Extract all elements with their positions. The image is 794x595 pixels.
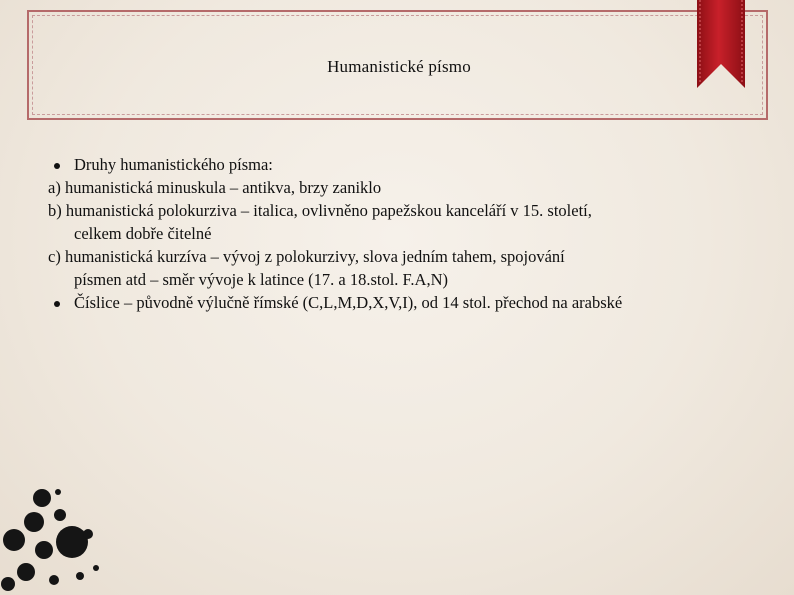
line-text: c) humanistická kurzíva – vývoj z polokurzivy, slova jedním tahem, spojování (48, 247, 565, 266)
list-item-b-continuation (48, 222, 768, 245)
bullet-item-cislice (48, 291, 768, 314)
line-text: b) humanistická polokurziva – italica, ovlivněno papežskou kanceláří v 15. století, (48, 201, 592, 220)
ink-splatter-icon (0, 480, 110, 595)
list-item-c (48, 245, 768, 268)
bullet-dot-icon (54, 163, 60, 169)
list-item-a (48, 176, 768, 199)
list-item-c-continuation (48, 268, 768, 291)
line-text: a) humanistická minuskula – antikva, brzy zaniklo (48, 178, 382, 197)
line-text: celkem dobře čitelné (74, 224, 212, 243)
bullet-dot-icon (54, 301, 60, 307)
slide-title: Humanistické písmo (327, 57, 471, 76)
list-item-b (48, 199, 768, 222)
title-frame (27, 10, 768, 120)
line-text: písmen atd – směr vývoje k latince (17. a 18.stol. F.A,N) (74, 270, 448, 289)
slide-body (48, 153, 768, 314)
line-text: Druhy humanistického písma: (74, 155, 273, 174)
bookmark-ribbon-icon (697, 0, 745, 88)
line-text: Číslice – původně výlučně římské (C,L,M,D,X,V,I), od 14 stol. přechod na arabské (74, 293, 623, 312)
bullet-item-druhy (48, 153, 768, 176)
